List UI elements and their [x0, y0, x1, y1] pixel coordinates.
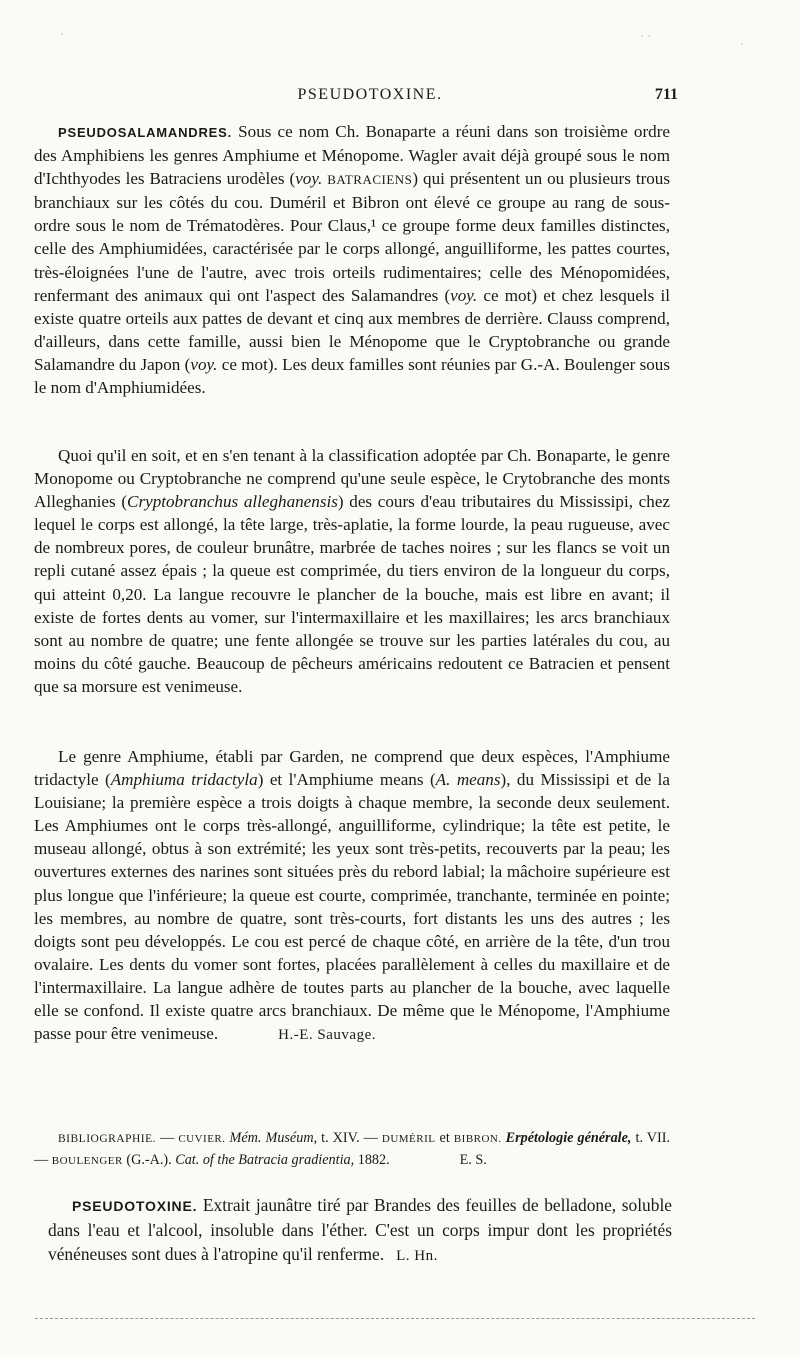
text-run: ), du Mississipi et de la Louisiane; la première espèce a trois doigts à chaque membre, la seconde deux seulement. Les Amphiumes ont le corps très-allongé, anguilliforme, cylindrique; la tête est petite, le museau allongé, obtus à son extrémité; les yeux sont très-petits, recouverts par la peau; les ouvertures externes des narines sont situées près du rebord labial; la mâchoire supérieure est plus longue que l'inférieure; la queue est courte, comprimée, tranchante, terminée en pointe; les membres, au nombre de quatre, sont très-courts, fort distants les uns des autres ; les doigts sont peu développés. Le cou est percé de chaque côté, en arrière de la tête, d'un trou ovalaire. Les dents du vomer sont fortes, placées parallèlement à celles du maxillaire et de l'intermaxillaire. La langue adhère de toutes parts au plancher de la bouche, avec laquelle elle se confond. Il existe quatre arcs branchiaux. De même que le Ménopome, l'Amphiume passe pour être venimeuse.: [34, 770, 671, 1044]
italic-run: voy.: [450, 285, 478, 305]
text-run: 1882.: [354, 1152, 390, 1168]
text-run: t. VII. —: [34, 1130, 671, 1168]
bib-work: Erpétologie générale,: [501, 1130, 632, 1146]
text-run: ) qui présentent un ou plusieurs trous branchiaux sur les côtés du cou. Duméril et Bibron ont élevé ce groupe au rang de sous-ordre sous le nom de Trématodères. Pour Claus,¹ ce groupe forme deux familles distinctes, celle des Amphiumidées, caractérisée par le corps allongé, anguilliforme, les pattes courtes, très-éloignées l'une de l'autre, avec trois orteils rudimentaires; celle des Ménopomidées, renfermant des animaux qui ont l'aspect des Salamandres (: [34, 169, 671, 305]
text-run: Sous ce nom Ch. Bonaparte a réuni dans son troisième ordre des Amphibiens les genres Amphiume et Ménopome. Wagler avait déjà groupé sous le nom d'Ichthyodes les Batraciens urodèles (: [34, 122, 670, 189]
text-run: ce mot). Les deux familles sont réunies par G.-A. Boulenger sous le nom d'Amphiumidées.: [34, 354, 670, 398]
running-header: [62, 86, 678, 110]
text-run: —: [156, 1130, 179, 1146]
scan-speck: ˙: [60, 30, 64, 44]
pseudosalamandres-paragraph: [34, 120, 670, 399]
italic-run: Cryptobranchus alleghanensis: [127, 492, 338, 512]
headword-pseudosalamandres: PSEUDOSALAMANDRES.: [58, 125, 233, 140]
italic-run: voy.: [295, 169, 323, 189]
scan-speck: ˙: [740, 40, 744, 54]
text-run: t. XIV. —: [317, 1130, 382, 1146]
text-run: Quoi qu'il en soit, et en s'en tenant à la classification adoptée par Ch. Bonaparte, le genre Monopome ou Cryptobranche ne comprend qu'une seule espèce, le Crytobranche des monts Alleghanies (: [34, 446, 670, 512]
bibliography: [34, 1128, 670, 1172]
pseudotoxine-paragraph: [48, 1193, 672, 1268]
bib-author: BIBRON.: [453, 1133, 502, 1145]
text-run: et: [435, 1130, 454, 1146]
italic-run: A. means: [435, 770, 501, 790]
text-run: ) et l'Amphiume means (: [257, 770, 436, 790]
bib-author: BOULENGER: [51, 1155, 123, 1167]
page-number: 711: [654, 86, 678, 103]
bib-work: Cat. of the Batracia gradientia,: [175, 1152, 355, 1168]
author-signature: L. Hn.: [396, 1248, 438, 1264]
bib-author: CUVIER.: [178, 1133, 226, 1145]
italic-run: voy.: [190, 354, 218, 374]
author-signature: H.-E. Sauvage.: [278, 1027, 376, 1044]
text-run: ce mot) et chez lesquels il existe quatre orteils aux pattes de devant et cinq aux membres de derrière. Clauss comprend, d'ailleurs, dans cette famille, aussi bien le Ménopome que le Cryptobranche ou grande Salamandre du Japon (: [34, 285, 671, 374]
amphiume-paragraph: [34, 745, 670, 1047]
bib-author: DUMÉRIL: [381, 1133, 436, 1145]
cryptobranche-paragraph: [34, 444, 670, 698]
bottom-rule: [35, 1318, 755, 1319]
running-title: PSEUDOTOXINE.: [297, 86, 443, 103]
bibliography-label: BIBLIOGRAPHIE.: [58, 1133, 157, 1145]
bib-initials: E. S.: [459, 1152, 487, 1168]
text-run: ) des cours d'eau tributaires du Mississipi, chez lequel le corps est allongé, la tête large, très-aplatie, la forme lourde, la peau rugueuse, avec de nombreux pores, de couleur brunâtre, marbrée de taches noires ; sur les flancs se voit un repli cutané assez épais ; la queue est comprimée, du tiers environ de la longueur du corps, qui atteint 0,20. La langue recouvre le plancher de la bouche, mais est libre en avant; il existe de fortes dents au vomer, sur l'intermaxillaire et les maxillaires; les arcs branchiaux sont au nombre de quatre; une fente allongée se trouve sur les parties latérales du cou, au moins du côté gauche. Beaucoup de pêcheurs américains redoutent ce Batracien et pensent que sa morsure est venimeuse.: [34, 492, 670, 696]
bib-work: Mém. Muséum,: [225, 1130, 318, 1146]
italic-run: Amphiuma tridactyla: [110, 770, 258, 790]
text-run: Extrait jaunâtre tiré par Brandes des feuilles de belladone, soluble dans l'eau et l'alcool, insoluble dans l'éther. C'est un corps impur dont les propriétés vénéneuses sont dues à l'atropine qu'il renferme.: [48, 1195, 672, 1264]
scan-speck: ˙ ˙: [640, 32, 651, 46]
smallcaps-run: BATRACIENS: [327, 172, 413, 188]
headword-pseudotoxine: PSEUDOTOXINE.: [72, 1198, 198, 1214]
text-run: Le genre Amphiume, établi par Garden, ne comprend que deux espèces, l'Amphiume tridactyle (: [34, 747, 670, 790]
text-run: (G.-A.).: [122, 1152, 176, 1168]
